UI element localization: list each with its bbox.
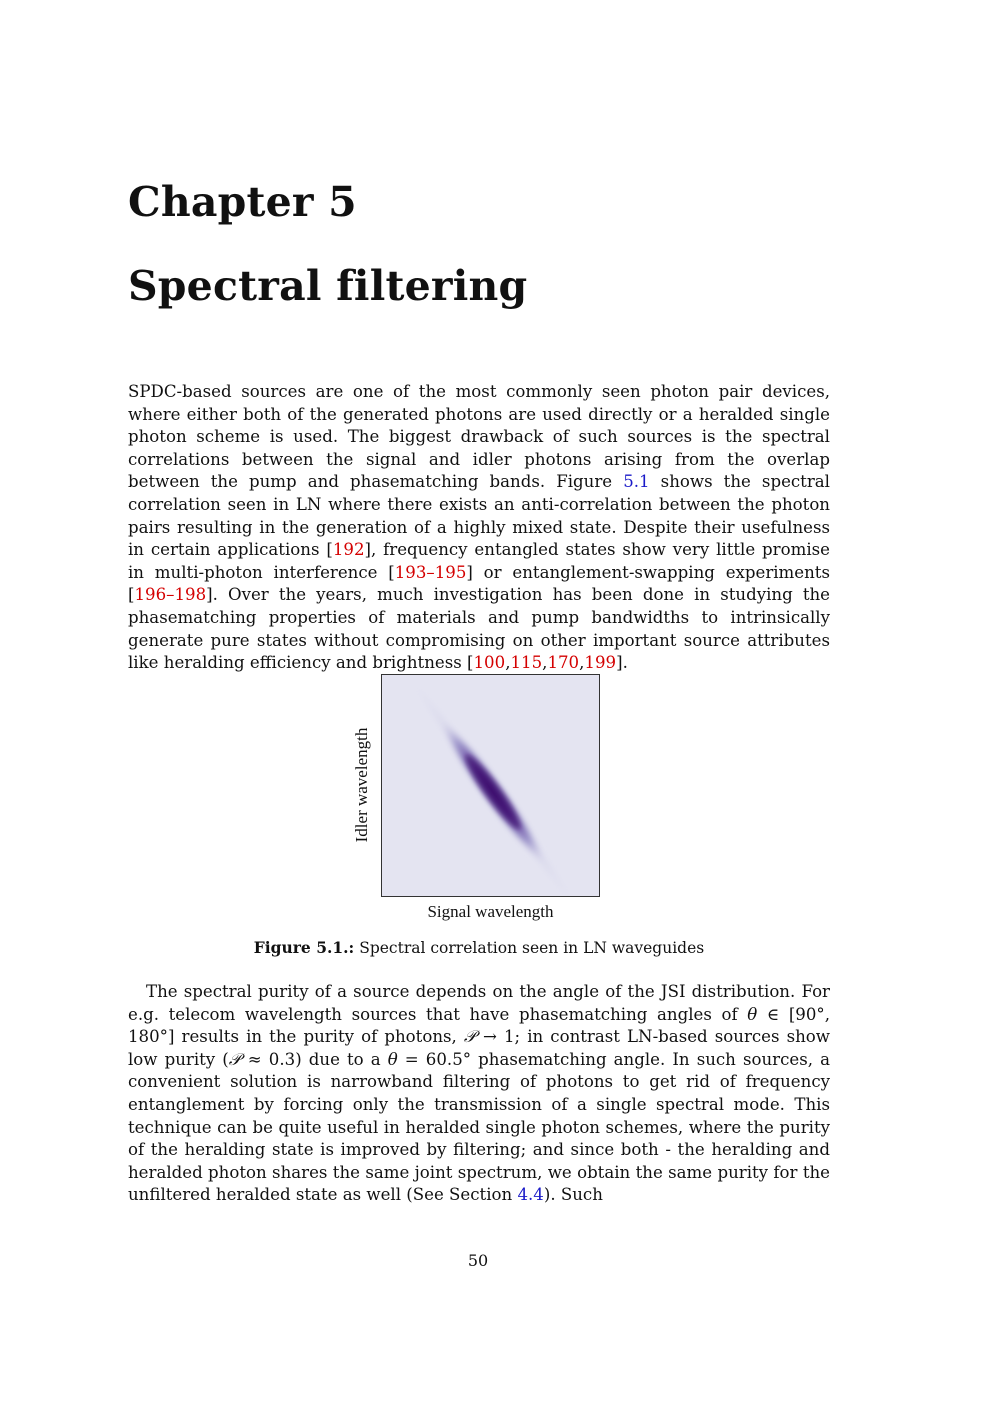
citation-link[interactable]: 192 [332, 540, 365, 560]
section-reference-link[interactable]: 4.4 [517, 1185, 544, 1205]
citation-link[interactable]: 100 [473, 653, 506, 673]
text-run: ]. [616, 653, 628, 673]
text-run: ] or entanglement-swapping experiments [ [128, 562, 830, 605]
math-symbol: 𝒫 [228, 1049, 241, 1069]
separator: , [505, 653, 511, 673]
text-run: ]. Over the years, much investigation has been done in studying the phasematching properties of materials and pump bandwidths to intrinsically generate pure states without compromising on other important source attributes like heralding efficiency and brightness [ [128, 585, 830, 673]
text-run: shows the spectral correlation seen in LN where there exists an anti-correlation between the photon pairs resulting in the generation of a highly mixed state. Despite their usefulness in certain applications [ [128, 472, 830, 560]
math-symbol: 𝒫 [463, 1027, 476, 1047]
x-axis-label: Signal wavelength [427, 902, 554, 921]
math-symbol: θ [387, 1049, 398, 1069]
y-axis-label: Idler wavelength [352, 727, 371, 843]
caption-label: Figure 5.1.: [253, 938, 355, 957]
text-run: ], frequency entangled states show very little promise in multi-photon interference [ [128, 540, 830, 582]
purity-paragraph [128, 981, 830, 1207]
figure-caption [128, 938, 830, 957]
text-run: The spectral purity of a source depends on the angle of the JSI distribution. For e.g. telecom wavelength sources that have phasematching angles of [128, 982, 830, 1024]
citation-link[interactable]: 196–198 [134, 585, 207, 605]
text-run: = 60.5° phasematching angle. In such sources, a convenient solution is narrowband filtering of photons to get rid of frequency entanglement by forcing only the transmission of a single spectral mode. This technique can be quite useful in heralded single photon schemes, where the purity of the heralding state is improved by filtering; and since both - the heralding and heralded photon shares the same joint spectrum, we obtain the same purity for the unfiltered heralded state as well (See Section [128, 1049, 830, 1205]
separator: , [579, 653, 585, 673]
caption-text: Spectral correlation seen in LN waveguides [359, 939, 705, 957]
text-run: → 1; in contrast LN-based sources show low purity ( [128, 1027, 830, 1069]
citation-link[interactable]: 115 [510, 653, 543, 673]
citation-link[interactable]: 193–195 [394, 562, 467, 582]
text-run: SPDC-based sources are one of the most commonly seen photon pair devices, where either both of the generated photons are used directly or a heralded single photon scheme is used. The biggest drawback of such sources is the spectral correlations between the signal and idler photons arising from the overlap between the pump and phasematching bands. Figure [128, 382, 830, 492]
separator: , [542, 653, 548, 673]
page-number: 50 [467, 1251, 489, 1270]
chapter-title: Spectral filtering [128, 262, 528, 310]
text-run: ≈ 0.3) due to a [240, 1049, 388, 1069]
intro-paragraph [128, 381, 830, 675]
math-symbol: θ [747, 1004, 758, 1024]
citation-link[interactable]: 199 [584, 653, 617, 673]
chapter-label: Chapter 5 [128, 178, 357, 226]
figure-reference-link[interactable]: 5.1 [623, 472, 650, 492]
text-run: ). Such [543, 1185, 603, 1205]
figure-jsi [340, 672, 640, 932]
jsi-heatmap [382, 675, 599, 896]
citation-link[interactable]: 170 [547, 653, 580, 673]
jsi-plot [381, 674, 600, 897]
text-run: ∈ [90°, 180°] results in the purity of photons, [128, 1004, 830, 1047]
